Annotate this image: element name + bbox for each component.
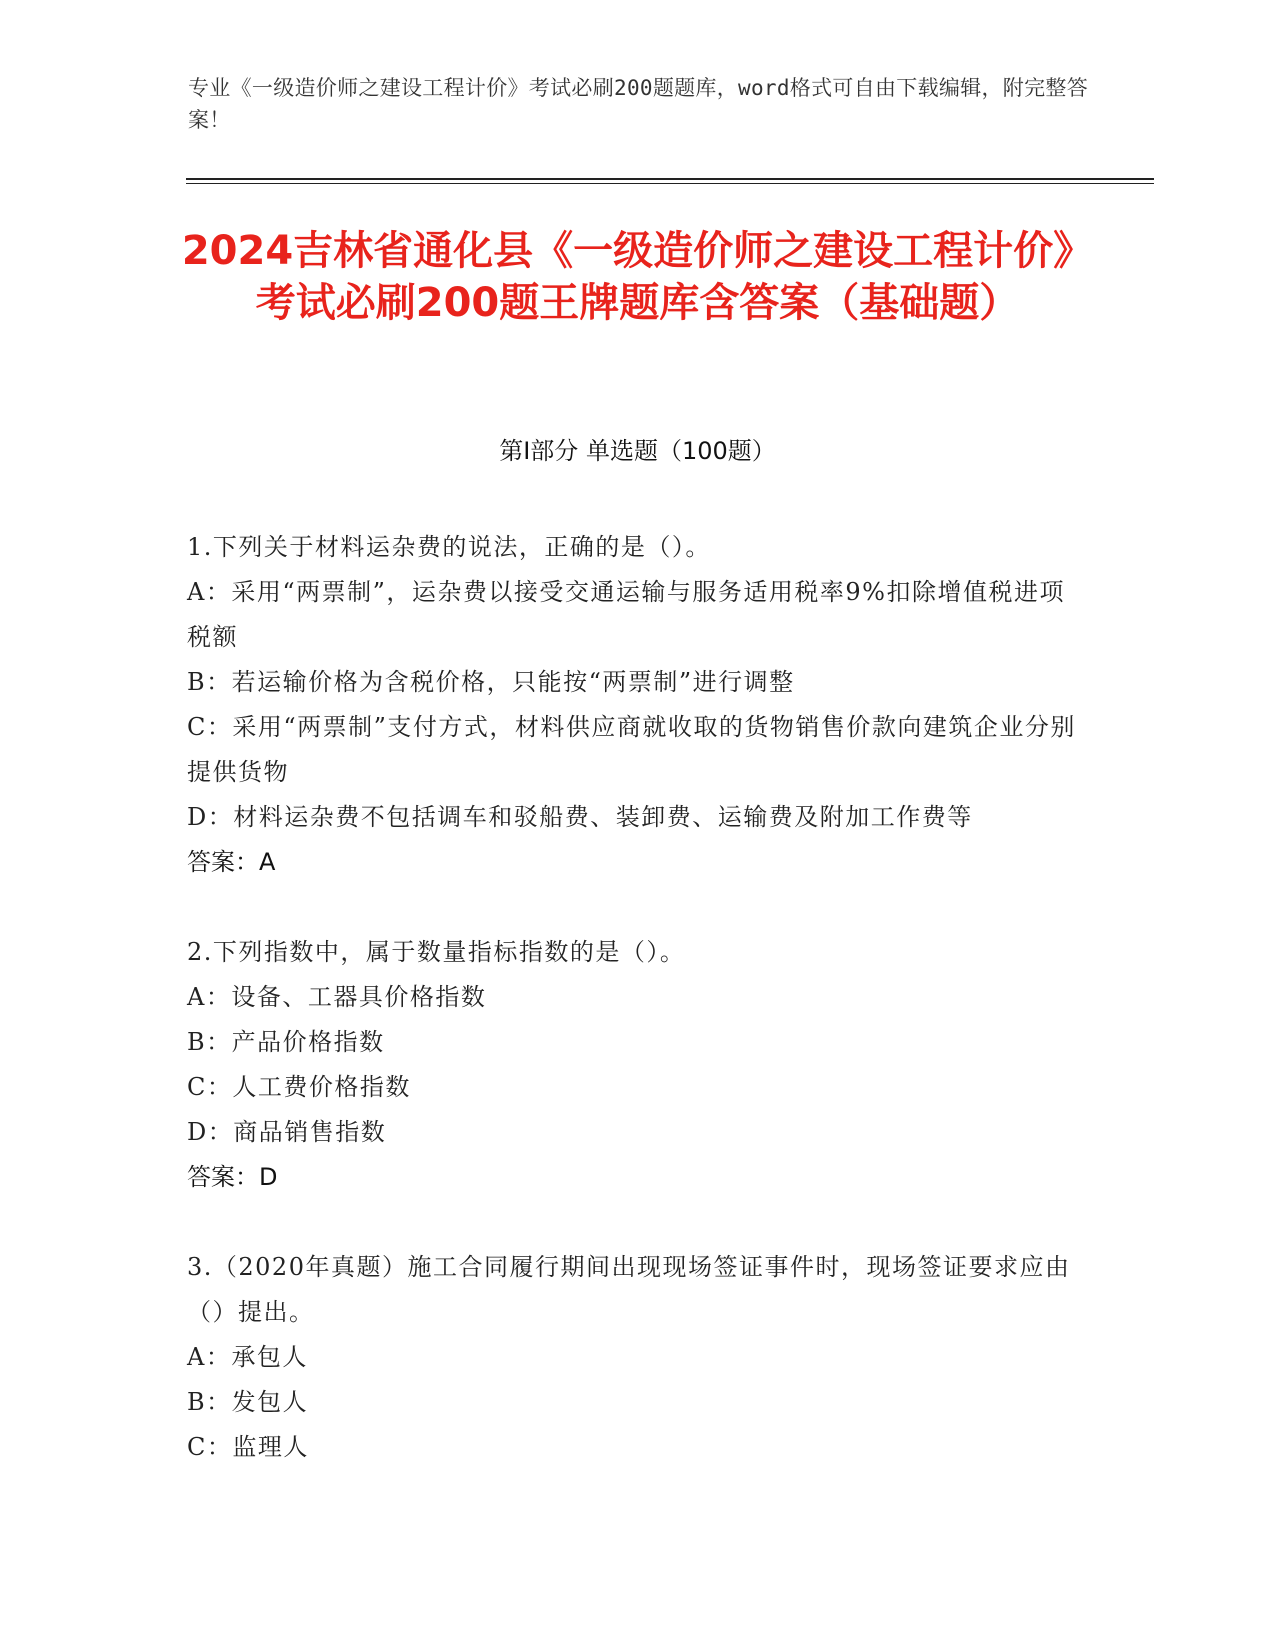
question-3: [187, 1245, 1077, 1470]
answer-line: 答案：A: [187, 848, 276, 876]
option-b: B：若运输价格为含税价格，只能按“两票制”进行调整: [187, 668, 795, 696]
question-stem: 1.下列关于材料运杂费的说法，正确的是（）。: [187, 533, 711, 561]
question-list: [187, 525, 1077, 1515]
question-stem: 3.（2020年真题）施工合同履行期间出现现场签证事件时，现场签证要求应由（）提出。: [187, 1253, 1071, 1326]
option-c: C：监理人: [187, 1433, 309, 1461]
question-stem: 2.下列指数中，属于数量指标指数的是（）。: [187, 938, 686, 966]
option-d: D：材料运杂费不包括调车和驳船费、装卸费、运输费及附加工作费等: [187, 803, 973, 831]
question-2: [187, 930, 1077, 1200]
option-b: B：产品价格指数: [187, 1028, 385, 1056]
header-rule-thick: [186, 178, 1154, 180]
option-a: A：承包人: [187, 1343, 308, 1371]
option-b: B：发包人: [187, 1388, 309, 1416]
header-note: 专业《一级造价师之建设工程计价》考试必刷200题题库，word格式可自由下载编辑，附完整答案！: [188, 76, 1088, 132]
option-a: A：采用“两票制”，运杂费以接受交通运输与服务适用税率9%扣除增值税进项税额: [187, 578, 1065, 651]
document-title: 2024吉林省通化县《一级造价师之建设工程计价》考试必刷200题王牌题库含答案（基础题）: [181, 228, 1094, 326]
option-c: C：采用“两票制”支付方式，材料供应商就收取的货物销售价款向建筑企业分别提供货物: [187, 713, 1076, 786]
option-a: A：设备、工器具价格指数: [187, 983, 487, 1011]
answer-line: 答案：D: [187, 1163, 278, 1191]
header-rule-thin: [186, 183, 1154, 184]
section-heading: 第Ⅰ部分 单选题（100题）: [499, 437, 776, 465]
option-d: D：商品销售指数: [187, 1118, 387, 1146]
option-c: C：人工费价格指数: [187, 1073, 411, 1101]
question-1: [187, 525, 1077, 885]
